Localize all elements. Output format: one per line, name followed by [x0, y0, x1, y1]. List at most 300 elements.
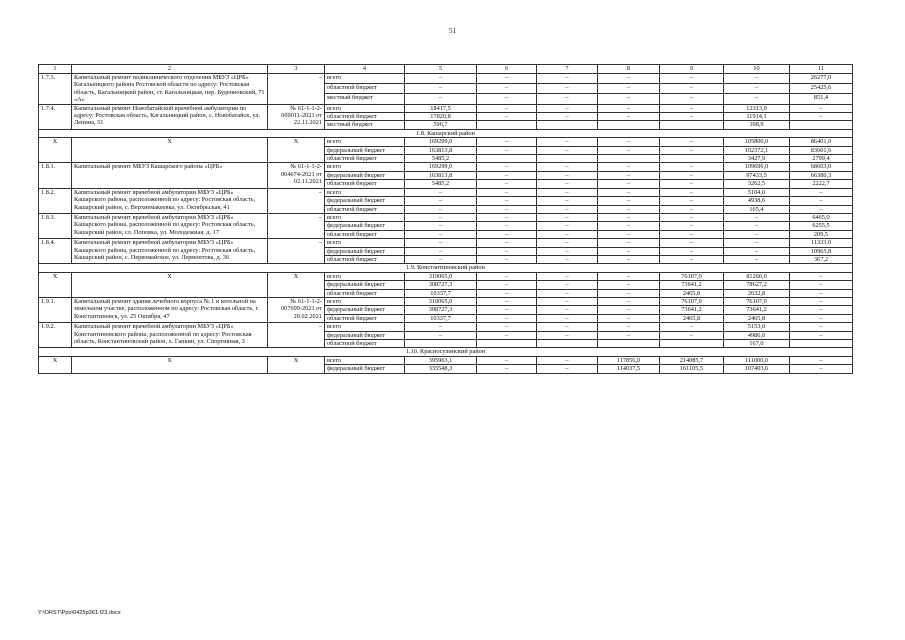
- funding-source: всего: [325, 163, 405, 171]
- amount-cell: –: [660, 138, 724, 146]
- amount-cell: –: [477, 222, 537, 230]
- item-document: № 61-1-1-2-007699-2021 от 20.02.2021: [268, 297, 325, 322]
- amount-cell: –: [598, 297, 660, 305]
- amount-cell: 4938,6: [724, 197, 790, 205]
- amount-cell: –: [790, 113, 853, 121]
- amount-cell: –: [724, 213, 790, 221]
- funding-source: областной бюджет: [325, 340, 405, 348]
- amount-cell: –: [477, 180, 537, 188]
- amount-cell: –: [477, 213, 537, 221]
- item-name: Капитальный ремонт врачебной амбулатории МБУЗ «ЦРБ» Кашарского района, расположенной по адресу: Ростовская область, Кашарский район, сл. Поповка, ул. Молодежная, д. 17: [72, 213, 268, 238]
- amount-cell: –: [724, 222, 790, 230]
- item-name: Капитальный ремонт здания лечебного корпуса № 1 и котельной на земельном участке, расположенном по адресу: Ростовская область, г. Константиновск, ул. 25 Октября, 47: [72, 297, 268, 322]
- column-number-row: [39, 65, 853, 74]
- amount-cell: –: [537, 171, 598, 179]
- amount-cell: 165,4: [724, 205, 790, 213]
- funding-source: федеральный бюджет: [325, 247, 405, 255]
- amount-cell: 102372,1: [724, 146, 790, 154]
- amount-cell: 68603,0: [790, 163, 853, 171]
- amount-cell: [405, 340, 477, 348]
- amount-cell: 107403,6: [724, 365, 790, 373]
- funding-source: всего: [325, 188, 405, 196]
- amount-cell: 83601,6: [790, 146, 853, 154]
- funding-source: всего: [325, 239, 405, 247]
- amount-cell: 2465,8: [660, 289, 724, 297]
- amount-cell: –: [537, 255, 598, 263]
- amount-cell: –: [537, 306, 598, 314]
- amount-cell: 308727,3: [405, 281, 477, 289]
- amount-cell: –: [660, 331, 724, 339]
- amount-cell: –: [477, 331, 537, 339]
- program-table: [38, 64, 853, 374]
- funding-source: областной бюджет: [325, 230, 405, 238]
- table-row: [39, 239, 853, 247]
- amount-cell: –: [537, 74, 598, 84]
- funding-source: всего: [325, 138, 405, 146]
- funding-source: федеральный бюджет: [325, 281, 405, 289]
- funding-source: областной бюджет: [325, 84, 405, 94]
- amount-cell: 17820,8: [405, 113, 477, 121]
- amount-cell: –: [537, 281, 598, 289]
- amount-cell: –: [537, 138, 598, 146]
- amount-cell: –: [598, 146, 660, 154]
- amount-cell: –: [724, 247, 790, 255]
- amount-cell: –: [477, 255, 537, 263]
- item-document: № 61-1-1-2-064674-2021 от 02.11.2021: [268, 163, 325, 188]
- amount-cell: –: [660, 113, 724, 121]
- amount-cell: –: [598, 84, 660, 94]
- funding-source: всего: [325, 74, 405, 84]
- funding-source: федеральный бюджет: [325, 365, 405, 373]
- amount-cell: –: [724, 239, 790, 247]
- item-document: –: [268, 323, 325, 348]
- column-number: 10: [724, 65, 790, 74]
- amount-cell: –: [598, 205, 660, 213]
- amount-cell: –: [477, 323, 537, 331]
- amount-cell: 97433,5: [724, 171, 790, 179]
- amount-cell: 2465,8: [724, 314, 790, 322]
- funding-source: областной бюджет: [325, 314, 405, 322]
- amount-cell: –: [405, 188, 477, 196]
- amount-cell: –: [598, 314, 660, 322]
- item-document: –: [268, 74, 325, 105]
- amount-cell: –: [790, 323, 853, 331]
- amount-cell: –: [598, 331, 660, 339]
- amount-cell: 76107,0: [660, 297, 724, 305]
- amount-cell: [598, 155, 660, 163]
- item-name: Капитальный ремонт поликлинического отделения МБУЗ «ЦРБ» Кагальницкого района Ростовской области по адресу: Ростовская область, Кагальницкий район, ст. Кагальницкая, пер. Буденновский, 71 «А»: [72, 74, 268, 105]
- item-name: Капитальный ремонт врачебной амбулатории МБУЗ «ЦРБ» Кашарского района, расположенной по адресу: Ростовская область, Кашарский район, с. Первомайское, ул. Лермонтова, д. 36: [72, 239, 268, 264]
- table-row: [39, 356, 853, 364]
- funding-source: всего: [325, 297, 405, 305]
- amount-cell: –: [724, 74, 790, 84]
- item-document: Х: [268, 356, 325, 373]
- amount-cell: 167,0: [724, 340, 790, 348]
- amount-cell: –: [660, 247, 724, 255]
- funding-source: областной бюджет: [325, 289, 405, 297]
- amount-cell: 26277,0: [790, 74, 853, 84]
- amount-cell: –: [477, 247, 537, 255]
- amount-cell: 105800,0: [724, 138, 790, 146]
- column-number: 2: [72, 65, 268, 74]
- amount-cell: 163813,8: [405, 146, 477, 154]
- amount-cell: –: [598, 94, 660, 104]
- amount-cell: 335548,3: [405, 365, 477, 373]
- amount-cell: 117856,0: [598, 356, 660, 364]
- funding-source: областной бюджет: [325, 113, 405, 121]
- item-number: 1.8.2.: [39, 188, 72, 213]
- table-row: [39, 213, 853, 221]
- amount-cell: –: [477, 205, 537, 213]
- amount-cell: [537, 155, 598, 163]
- amount-cell: 395963,1: [405, 356, 477, 364]
- amount-cell: 73641,2: [660, 306, 724, 314]
- amount-cell: –: [598, 180, 660, 188]
- amount-cell: 86401,0: [790, 138, 853, 146]
- amount-cell: –: [790, 281, 853, 289]
- amount-cell: 5485,2: [405, 155, 477, 163]
- amount-cell: [790, 121, 853, 129]
- amount-cell: –: [537, 94, 598, 104]
- amount-cell: 73641,2: [724, 306, 790, 314]
- funding-source: местный бюджет: [325, 121, 405, 129]
- amount-cell: 308727,3: [405, 306, 477, 314]
- amount-cell: –: [660, 180, 724, 188]
- amount-cell: 161105,5: [660, 365, 724, 373]
- amount-cell: 163813,8: [405, 171, 477, 179]
- amount-cell: –: [477, 230, 537, 238]
- amount-cell: –: [790, 314, 853, 322]
- amount-cell: 851,4: [790, 94, 853, 104]
- table-row: [39, 163, 853, 171]
- amount-cell: –: [537, 356, 598, 364]
- amount-cell: –: [724, 94, 790, 104]
- amount-cell: –: [405, 84, 477, 94]
- amount-cell: –: [537, 230, 598, 238]
- amount-cell: 2799,4: [790, 155, 853, 163]
- amount-cell: [598, 121, 660, 129]
- item-number: 1.9.1.: [39, 297, 72, 322]
- amount-cell: –: [477, 289, 537, 297]
- amount-cell: 10965,8: [790, 247, 853, 255]
- amount-cell: –: [598, 222, 660, 230]
- item-document: –: [268, 188, 325, 213]
- amount-cell: [660, 155, 724, 163]
- amount-cell: –: [598, 104, 660, 112]
- item-name: Капитальный ремонт врачебной амбулатории МБУЗ «ЦРБ» Константиновского района, расположенной по адресу: Ростовская область, Константиновский район, х. Гапкин, ул. Спортивная, 3: [72, 323, 268, 348]
- amount-cell: 10337,7: [405, 289, 477, 297]
- amount-cell: –: [660, 323, 724, 331]
- amount-cell: –: [537, 247, 598, 255]
- amount-cell: 2632,8: [724, 289, 790, 297]
- amount-cell: –: [598, 306, 660, 314]
- funding-source: областной бюджет: [325, 155, 405, 163]
- amount-cell: [477, 121, 537, 129]
- amount-cell: –: [537, 180, 598, 188]
- funding-source: областной бюджет: [325, 180, 405, 188]
- column-number: 5: [405, 65, 477, 74]
- amount-cell: 25425,6: [790, 84, 853, 94]
- amount-cell: –: [537, 365, 598, 373]
- amount-cell: [660, 121, 724, 129]
- amount-cell: 2222,7: [790, 180, 853, 188]
- amount-cell: 10337,7: [405, 314, 477, 322]
- amount-cell: –: [537, 113, 598, 121]
- item-number: Х: [39, 356, 72, 373]
- amount-cell: –: [405, 94, 477, 104]
- amount-cell: –: [790, 205, 853, 213]
- amount-cell: [790, 340, 853, 348]
- section-row: [39, 129, 853, 137]
- amount-cell: –: [660, 74, 724, 84]
- item-name: Х: [72, 272, 268, 297]
- item-name: Капитальный ремонт врачебной амбулатории МБУЗ «ЦРБ» Кашарского района, расположенной по адресу: Ростовская область, Кашарский район, с. Верхнемакеевка, ул. Октябрьская, 41: [72, 188, 268, 213]
- amount-cell: [598, 340, 660, 348]
- amount-cell: 209,5: [790, 230, 853, 238]
- amount-cell: –: [598, 323, 660, 331]
- amount-cell: –: [660, 213, 724, 221]
- amount-cell: –: [477, 146, 537, 154]
- funding-source: федеральный бюджет: [325, 331, 405, 339]
- amount-cell: –: [660, 205, 724, 213]
- amount-cell: –: [537, 297, 598, 305]
- amount-cell: –: [537, 314, 598, 322]
- amount-cell: –: [537, 205, 598, 213]
- amount-cell: –: [598, 188, 660, 196]
- amount-cell: 367,2: [790, 255, 853, 263]
- amount-cell: –: [405, 255, 477, 263]
- table-row: [39, 297, 853, 305]
- section-title: 1.9. Константиновский район: [39, 264, 853, 272]
- table-row: [39, 74, 853, 84]
- funding-source: федеральный бюджет: [325, 197, 405, 205]
- amount-cell: –: [790, 197, 853, 205]
- amount-cell: –: [598, 239, 660, 247]
- item-document: Х: [268, 138, 325, 163]
- amount-cell: –: [537, 213, 598, 221]
- section-title: 1.8. Кашарский район: [39, 129, 853, 137]
- column-number: 3: [268, 65, 325, 74]
- amount-cell: –: [660, 197, 724, 205]
- amount-cell: –: [790, 289, 853, 297]
- amount-cell: 76107,0: [660, 272, 724, 280]
- item-number: 1.8.3.: [39, 213, 72, 238]
- item-number: 1.8.4.: [39, 239, 72, 264]
- amount-cell: –: [790, 272, 853, 280]
- item-number: 1.9.2.: [39, 323, 72, 348]
- amount-cell: –: [598, 281, 660, 289]
- amount-cell: –: [477, 314, 537, 322]
- column-number: 1: [39, 65, 72, 74]
- amount-cell: 12313,0: [724, 104, 790, 112]
- amount-cell: –: [477, 163, 537, 171]
- amount-cell: –: [598, 113, 660, 121]
- item-number: 1.7.4.: [39, 104, 72, 129]
- item-name: Х: [72, 356, 268, 373]
- amount-cell: –: [660, 84, 724, 94]
- amount-cell: –: [537, 272, 598, 280]
- amount-cell: 5104,0: [724, 188, 790, 196]
- amount-cell: 3427,9: [724, 155, 790, 163]
- amount-cell: –: [660, 163, 724, 171]
- amount-cell: 2465,8: [660, 314, 724, 322]
- amount-cell: –: [724, 84, 790, 94]
- amount-cell: [477, 340, 537, 348]
- amount-cell: 5153,0: [724, 323, 790, 331]
- amount-cell: –: [537, 188, 598, 196]
- table-row: [39, 272, 853, 280]
- table-row: [39, 104, 853, 112]
- item-document: –: [268, 213, 325, 238]
- amount-cell: 214085,7: [660, 356, 724, 364]
- page-number: 51: [449, 27, 456, 35]
- amount-cell: –: [477, 171, 537, 179]
- item-number: 1.7.3.: [39, 74, 72, 105]
- amount-cell: –: [598, 289, 660, 297]
- amount-cell: –: [477, 297, 537, 305]
- amount-cell: –: [405, 74, 477, 84]
- amount-cell: –: [537, 84, 598, 94]
- amount-cell: [660, 340, 724, 348]
- amount-cell: –: [660, 255, 724, 263]
- amount-cell: 66380,3: [790, 171, 853, 179]
- item-number: 1.8.1.: [39, 163, 72, 188]
- amount-cell: –: [790, 306, 853, 314]
- amount-cell: –: [537, 197, 598, 205]
- amount-cell: –: [537, 331, 598, 339]
- amount-cell: –: [790, 356, 853, 364]
- amount-cell: –: [405, 323, 477, 331]
- amount-cell: –: [660, 104, 724, 112]
- amount-cell: 6465,0: [790, 213, 853, 221]
- amount-cell: [477, 155, 537, 163]
- amount-cell: –: [477, 113, 537, 121]
- amount-cell: –: [660, 188, 724, 196]
- funding-source: всего: [325, 213, 405, 221]
- amount-cell: –: [724, 230, 790, 238]
- table-row: [39, 323, 853, 331]
- funding-source: всего: [325, 323, 405, 331]
- column-number: 11: [790, 65, 853, 74]
- funding-source: всего: [325, 104, 405, 112]
- funding-source: всего: [325, 356, 405, 364]
- amount-cell: –: [477, 84, 537, 94]
- amount-cell: –: [537, 146, 598, 154]
- amount-cell: –: [537, 323, 598, 331]
- funding-source: федеральный бюджет: [325, 171, 405, 179]
- amount-cell: –: [660, 146, 724, 154]
- amount-cell: –: [598, 255, 660, 263]
- amount-cell: –: [598, 247, 660, 255]
- table-row: [39, 188, 853, 196]
- amount-cell: –: [598, 213, 660, 221]
- funding-source: всего: [325, 272, 405, 280]
- amount-cell: –: [598, 171, 660, 179]
- amount-cell: –: [598, 197, 660, 205]
- amount-cell: –: [537, 289, 598, 297]
- item-document: № 61-1-1-2-069011-2021 от 22.11.2021: [268, 104, 325, 129]
- amount-cell: –: [537, 104, 598, 112]
- amount-cell: –: [477, 74, 537, 84]
- amount-cell: 3262,5: [724, 180, 790, 188]
- amount-cell: –: [477, 94, 537, 104]
- amount-cell: 76107,0: [724, 297, 790, 305]
- amount-cell: –: [477, 306, 537, 314]
- funding-source: федеральный бюджет: [325, 222, 405, 230]
- column-number: 8: [598, 65, 660, 74]
- amount-cell: 398,9: [724, 121, 790, 129]
- amount-cell: –: [660, 94, 724, 104]
- item-document: –: [268, 239, 325, 264]
- amount-cell: –: [477, 197, 537, 205]
- amount-cell: –: [537, 222, 598, 230]
- amount-cell: –: [660, 171, 724, 179]
- file-path-footer: Y:\ORST\Ppo\0425p361.f23.docx: [38, 610, 121, 616]
- amount-cell: 319065,0: [405, 272, 477, 280]
- amount-cell: 11333,0: [790, 239, 853, 247]
- funding-source: федеральный бюджет: [325, 146, 405, 154]
- amount-cell: –: [790, 297, 853, 305]
- funding-source: местный бюджет: [325, 94, 405, 104]
- amount-cell: 109696,0: [724, 163, 790, 171]
- amount-cell: 73641,2: [660, 281, 724, 289]
- amount-cell: –: [790, 188, 853, 196]
- amount-cell: 319065,0: [405, 297, 477, 305]
- column-number: 6: [477, 65, 537, 74]
- amount-cell: –: [477, 356, 537, 364]
- item-name: Х: [72, 138, 268, 163]
- funding-source: областной бюджет: [325, 255, 405, 263]
- amount-cell: –: [598, 74, 660, 84]
- amount-cell: 11914,1: [724, 113, 790, 121]
- item-number: Х: [39, 272, 72, 297]
- amount-cell: 596,7: [405, 121, 477, 129]
- column-number: 4: [325, 65, 405, 74]
- amount-cell: 114037,5: [598, 365, 660, 373]
- amount-cell: [537, 121, 598, 129]
- amount-cell: 4986,0: [724, 331, 790, 339]
- amount-cell: –: [724, 255, 790, 263]
- amount-cell: 78627,2: [724, 281, 790, 289]
- amount-cell: –: [405, 213, 477, 221]
- amount-cell: –: [598, 138, 660, 146]
- amount-cell: –: [405, 197, 477, 205]
- amount-cell: –: [405, 222, 477, 230]
- amount-cell: [537, 340, 598, 348]
- amount-cell: –: [598, 272, 660, 280]
- item-number: Х: [39, 138, 72, 163]
- table-row: [39, 138, 853, 146]
- section-row: [39, 348, 853, 356]
- amount-cell: –: [790, 104, 853, 112]
- amount-cell: –: [537, 163, 598, 171]
- amount-cell: 18417,5: [405, 104, 477, 112]
- funding-source: федеральный бюджет: [325, 306, 405, 314]
- amount-cell: –: [405, 205, 477, 213]
- amount-cell: 6255,5: [790, 222, 853, 230]
- amount-cell: –: [790, 331, 853, 339]
- amount-cell: –: [405, 331, 477, 339]
- amount-cell: –: [477, 365, 537, 373]
- amount-cell: 169299,0: [405, 138, 477, 146]
- amount-cell: 5485,2: [405, 180, 477, 188]
- amount-cell: –: [660, 239, 724, 247]
- column-number: 9: [660, 65, 724, 74]
- amount-cell: –: [790, 365, 853, 373]
- section-title: 1.10. Красносулинский район: [39, 348, 853, 356]
- item-name: Капитальный ремонт Новобатайской врачебной амбулатории по адресу: Ростовская область, Кагальницкий район, с. Новобатайск, ул. Ленина, 51: [72, 104, 268, 129]
- amount-cell: –: [477, 188, 537, 196]
